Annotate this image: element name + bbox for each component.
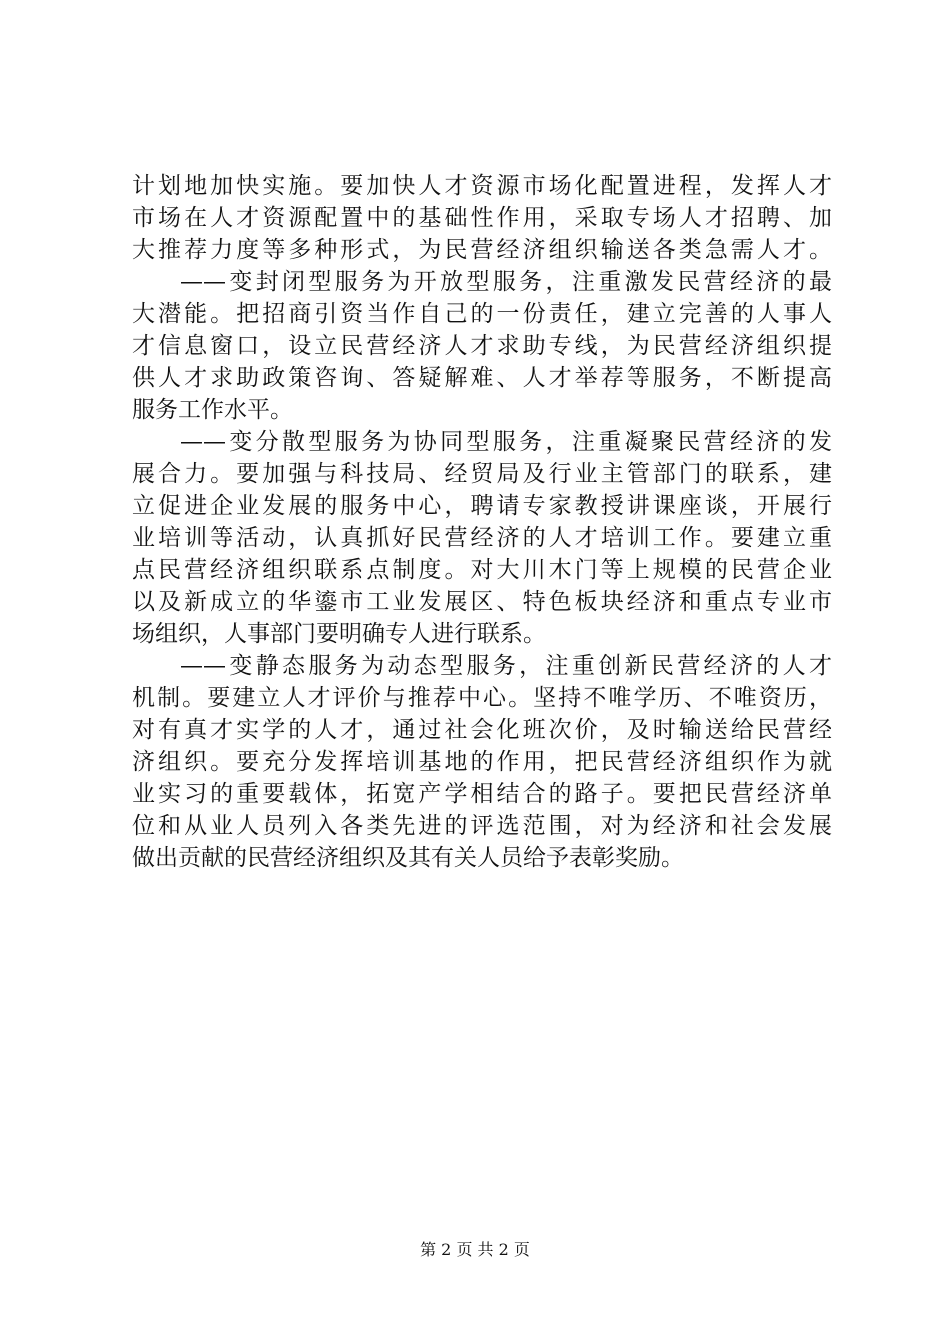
- page-number-footer: 第 2 页 共 2 页: [420, 1240, 530, 1259]
- paragraph-start-line: ——变分散型服务为协同型服务，注重凝聚民营经济的发: [180, 429, 832, 455]
- text-line: 业培训等活动，认真抓好民营经济的人才培训工作。要建立重: [132, 525, 832, 551]
- text-line: 供人才求助政策咨询、答疑解难、人才举荐等服务，不断提高: [132, 365, 832, 391]
- text-line: 机制。要建立人才评价与推荐中心。坚持不唯学历、不唯资历，: [132, 685, 832, 711]
- text-line: 大潜能。把招商引资当作自己的一份责任，建立完善的人事人: [132, 301, 832, 327]
- paragraph-end-line: 做出贡献的民营经济组织及其有关人员给予表彰奖励。: [132, 845, 684, 871]
- text-line: 业实习的重要载体，拓宽产学相结合的路子。要把民营经济单: [132, 781, 832, 807]
- text-line: 对有真才实学的人才，通过社会化班次价，及时输送给民营经: [132, 717, 832, 743]
- document-body: [132, 170, 832, 874]
- text-line: 展合力。要加强与科技局、经贸局及行业主管部门的联系，建: [132, 461, 832, 487]
- text-line: 才信息窗口，设立民营经济人才求助专线，为民营经济组织提: [132, 333, 832, 359]
- paragraph-end-line: 场组织，人事部门要明确专人进行联系。: [132, 621, 546, 647]
- text-line: 点民营经济组织联系点制度。对大川木门等上规模的民营企业: [132, 557, 832, 583]
- text-line: 计划地加快实施。要加快人才资源市场化配置进程，发挥人才: [132, 173, 832, 199]
- text-line: 以及新成立的华鎏市工业发展区、特色板块经济和重点专业市: [132, 589, 832, 615]
- text-line: 立促进企业发展的服务中心，聘请专家教授讲课座谈，开展行: [132, 493, 832, 519]
- text-line: 大推荐力度等多种形式，为民营经济组织输送各类急需人才。: [132, 237, 832, 263]
- paragraph-start-line: ——变静态服务为动态型服务，注重创新民营经济的人才: [180, 653, 832, 679]
- text-line: 济组织。要充分发挥培训基地的作用，把民营经济组织作为就: [132, 749, 832, 775]
- text-line: 位和从业人员列入各类先进的评选范围，对为经济和社会发展: [132, 813, 832, 839]
- text-line: 市场在人才资源配置中的基础性作用，采取专场人才招聘、加: [132, 205, 832, 231]
- paragraph-start-line: ——变封闭型服务为开放型服务，注重激发民营经济的最: [180, 269, 832, 295]
- paragraph-end-line: 服务工作水平。: [132, 397, 293, 423]
